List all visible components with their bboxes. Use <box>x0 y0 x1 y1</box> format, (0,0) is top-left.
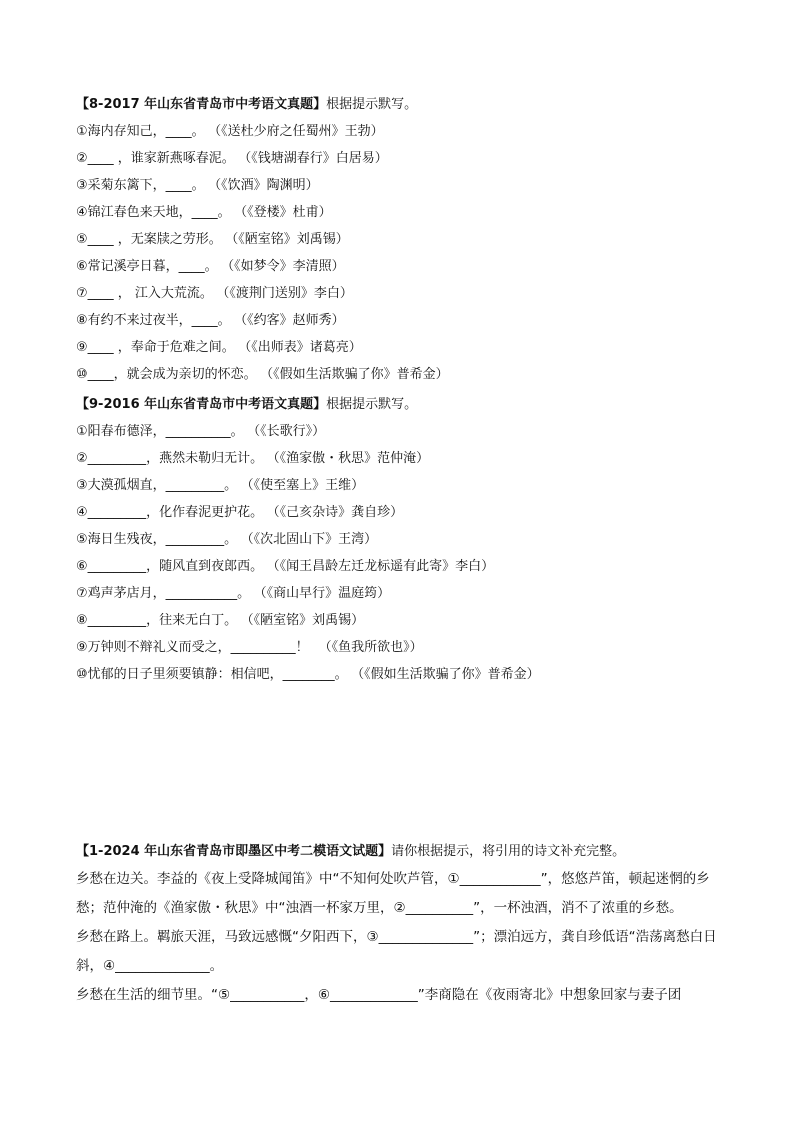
question-text: ⑥_________，随风直到夜郎西。 <box>76 559 264 574</box>
question-text: ⑤____ ，无案牍之劳形。 <box>76 232 222 247</box>
question-item <box>76 472 718 499</box>
question-source: （《如梦令》李清照） <box>227 259 345 274</box>
question-item <box>76 145 718 172</box>
question-source: （《陋室铭》刘禹锡） <box>247 613 365 628</box>
section-2024 <box>76 838 718 1010</box>
question-text: ⑦____ ， 江入大荒流。 <box>76 286 213 301</box>
section-title-source: 【8-2017 年山东省青岛市中考语文真题】 <box>76 97 327 112</box>
question-item <box>76 253 718 280</box>
section-title <box>76 391 718 418</box>
section-2016 <box>76 391 718 688</box>
question-item <box>76 526 718 553</box>
question-source: （《约客》赵师秀） <box>240 313 345 328</box>
question-source: （《出师表》诸葛亮） <box>244 340 362 355</box>
question-text: ⑨____ ，奉命于危难之间。 <box>76 340 235 355</box>
question-item <box>76 226 718 253</box>
question-text: ⑧_________，往来无白丁。 <box>76 613 238 628</box>
passage-paragraph: 乡愁在边关。李益的《夜上受降城闻笛》中“不知何处吹芦管，①____________”，悠悠芦笛，顿起迷惘的乡愁；范仲淹的《渔家傲・秋思》中“浊酒一杯家万里，②__________”，一杯浊酒，消不了浓重的乡愁。 <box>76 871 710 916</box>
passage-paragraph: 乡愁在生活的细节里。“⑤___________，⑥_____________”李商隐在《夜雨寄北》中想象回家与妻子团 <box>76 987 682 1003</box>
question-item <box>76 499 718 526</box>
question-text: ③大漠孤烟直，_________。 <box>76 478 238 493</box>
question-source: （《假如生活欺骗了你》普希金） <box>266 367 449 382</box>
section-title-instruction: 根据提示默写。 <box>326 397 418 412</box>
question-source: （《闻王昌龄左迁龙标遥有此寄》李白） <box>273 559 495 574</box>
question-source: （《钱塘湖春行》白居易） <box>244 151 388 166</box>
passage-paragraph: 乡愁在路上。羁旅天涯，马致远感慨“夕阳西下，③______________”；漂泊远方，龚自珍低语“浩荡离愁白日斜，④______________。 <box>76 929 717 974</box>
question-text: ③采菊东篱下，____。 <box>76 178 205 193</box>
question-text: ①阳春布德泽，__________。 <box>76 424 244 439</box>
question-item <box>76 553 718 580</box>
question-item <box>76 118 718 145</box>
question-item <box>76 199 718 226</box>
question-source: （《鱼我所欲也》） <box>318 640 423 655</box>
question-item <box>76 307 718 334</box>
question-source: （《登楼》杜甫） <box>240 205 332 220</box>
question-text: ④_________，化作春泥更护花。 <box>76 505 264 520</box>
section-title-instruction: 根据提示默写。 <box>326 97 418 112</box>
question-text: ②____ ，谁家新燕啄春泥。 <box>76 151 235 166</box>
question-text: ⑩忧郁的日子里须要镇静：相信吧，________。 <box>76 667 348 682</box>
question-item <box>76 280 718 307</box>
question-item <box>76 634 718 661</box>
question-source: （《渔家傲・秋思》范仲淹） <box>273 451 430 466</box>
question-text: ⑥常记溪亭日暮，____。 <box>76 259 218 274</box>
question-source: （《次北固山下》王湾） <box>247 532 378 547</box>
section-title <box>76 91 718 118</box>
section-title-instruction: 请你根据提示，将引用的诗文补充完整。 <box>391 844 626 859</box>
question-text: ⑩____，就会成为亲切的怀恋。 <box>76 367 257 382</box>
question-text: ⑤海日生残夜，_________。 <box>76 532 238 547</box>
question-text: ②_________，燕然未勒归无计。 <box>76 451 264 466</box>
question-text: ①海内存知己，____。 <box>76 124 205 139</box>
question-source: （《送杜少府之任蜀州》王勃） <box>214 124 384 139</box>
question-text: ⑦鸡声茅店月，___________。 <box>76 586 251 601</box>
question-source: （《长歌行》） <box>253 424 326 439</box>
question-text: ⑨万钟则不辩礼义而受之，__________！ <box>76 640 309 655</box>
question-item <box>76 661 718 688</box>
question-item <box>76 445 718 472</box>
question-source: （《己亥杂诗》龚自珍） <box>273 505 404 520</box>
section-2017 <box>76 91 718 388</box>
question-item <box>76 334 718 361</box>
question-item <box>76 361 718 388</box>
question-source: （《陋室铭》刘禹锡） <box>231 232 349 247</box>
question-item <box>76 172 718 199</box>
question-source: （《饮酒》陶渊明） <box>214 178 319 193</box>
question-item <box>76 418 718 445</box>
question-item <box>76 607 718 634</box>
question-text: ④锦江春色来天地，____。 <box>76 205 231 220</box>
question-item <box>76 580 718 607</box>
question-source: （《假如生活欺骗了你》普希金） <box>357 667 540 682</box>
question-text: ⑧有约不来过夜半，____。 <box>76 313 231 328</box>
section-title-source: 【9-2016 年山东省青岛市中考语文真题】 <box>76 397 327 412</box>
question-source: （《渡荆门送别》李白） <box>222 286 353 301</box>
section-title-source: 【1-2024 年山东省青岛市即墨区中考二模语文试题】 <box>76 844 392 859</box>
question-source: （《商山早行》温庭筠） <box>260 586 391 601</box>
section-title <box>76 838 718 865</box>
question-source: （《使至塞上》王维） <box>247 478 365 493</box>
